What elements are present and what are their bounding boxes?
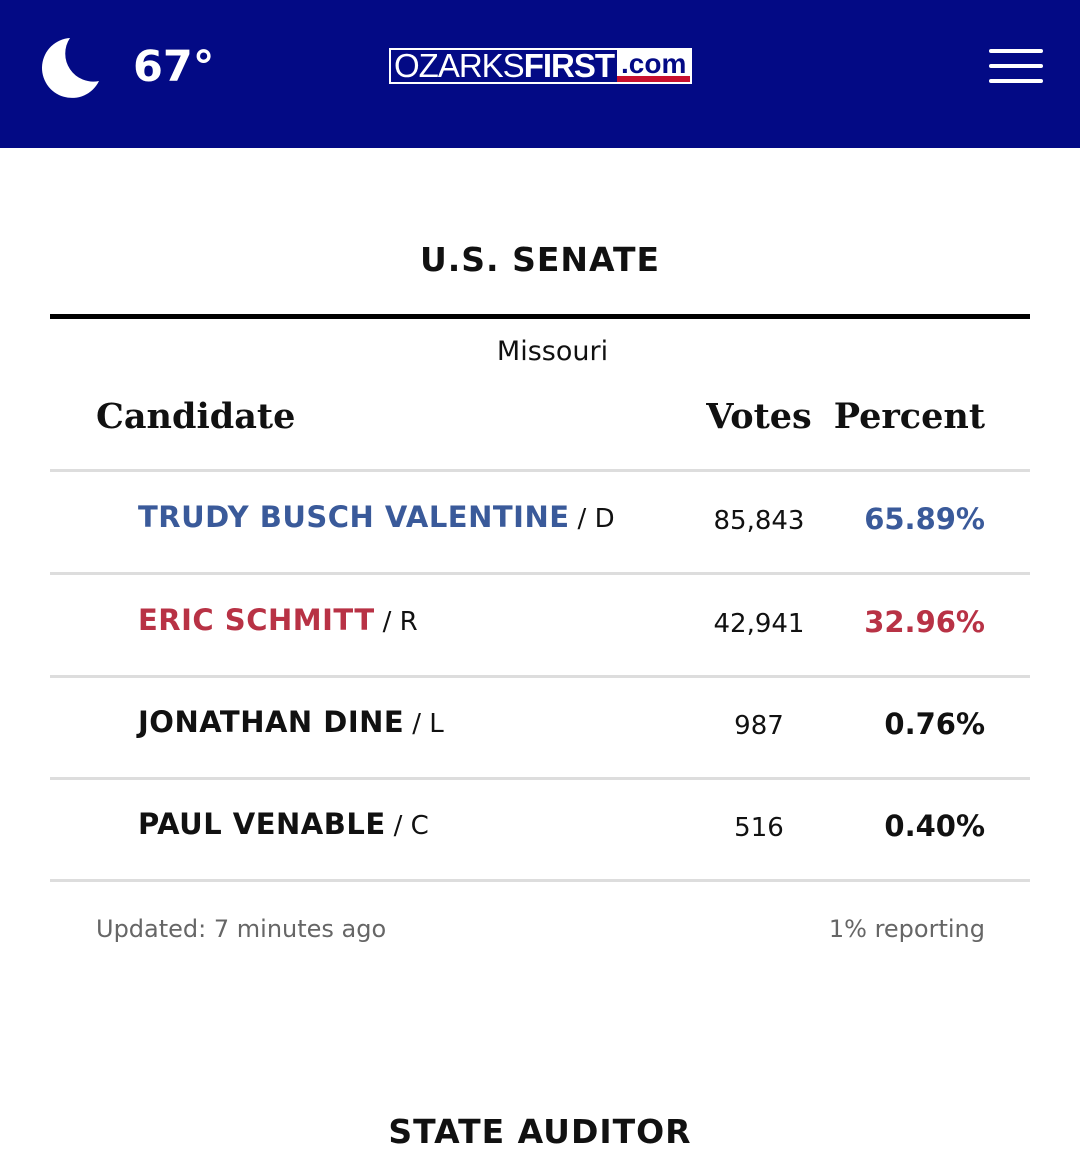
state-name: Missouri bbox=[496, 336, 609, 367]
candidate-cell bbox=[138, 603, 418, 637]
site-header bbox=[0, 0, 1080, 148]
weather-widget[interactable] bbox=[40, 34, 214, 100]
candidate-votes: 85,843 bbox=[713, 506, 805, 536]
candidate-name: ERIC SCHMITT bbox=[138, 603, 375, 637]
candidate-votes: 42,941 bbox=[713, 609, 805, 639]
column-header-votes: Votes bbox=[706, 396, 812, 437]
table-row bbox=[50, 677, 1030, 777]
race-title: U.S. SENATE bbox=[419, 240, 661, 279]
logo-brand-light: OZARKS bbox=[394, 47, 524, 84]
candidate-percent: 0.40% bbox=[884, 809, 985, 843]
column-header-candidate: Candidate bbox=[96, 396, 296, 437]
table-row bbox=[50, 779, 1030, 879]
candidate-votes: 516 bbox=[734, 813, 784, 843]
site-logo[interactable] bbox=[389, 48, 692, 84]
candidate-cell bbox=[138, 705, 444, 739]
logo-suffix: .com bbox=[617, 50, 690, 82]
temperature: 67° bbox=[133, 42, 215, 92]
candidate-cell bbox=[138, 500, 615, 534]
reporting-status: 1% reporting bbox=[828, 915, 985, 943]
menu-bar bbox=[989, 79, 1043, 83]
candidate-cell bbox=[138, 807, 429, 841]
candidate-percent: 65.89% bbox=[864, 502, 985, 536]
table-row bbox=[50, 472, 1030, 572]
menu-bar bbox=[989, 64, 1043, 68]
next-race-title: STATE AUDITOR bbox=[388, 1112, 692, 1151]
candidate-votes: 987 bbox=[734, 711, 784, 741]
candidate-party: / C bbox=[393, 811, 429, 841]
candidate-name: TRUDY BUSCH VALENTINE bbox=[138, 500, 570, 534]
candidate-name: PAUL VENABLE bbox=[138, 807, 386, 841]
column-header-percent: Percent bbox=[833, 396, 985, 437]
candidate-percent: 0.76% bbox=[884, 707, 985, 741]
table-row bbox=[50, 575, 1030, 675]
candidate-percent: 32.96% bbox=[864, 605, 985, 639]
updated-timestamp: Updated: 7 minutes ago bbox=[96, 915, 387, 943]
candidate-party: / D bbox=[577, 504, 615, 534]
hamburger-menu-icon[interactable] bbox=[989, 49, 1043, 85]
moon-icon bbox=[40, 36, 100, 98]
candidate-name: JONATHAN DINE bbox=[138, 705, 405, 739]
logo-brand-bold: FIRST bbox=[523, 47, 615, 84]
candidate-party: / R bbox=[382, 607, 418, 637]
menu-bar bbox=[989, 49, 1043, 53]
logo-brand bbox=[391, 47, 617, 84]
candidate-party: / L bbox=[412, 709, 444, 739]
title-divider bbox=[50, 314, 1030, 319]
row-divider bbox=[50, 879, 1030, 882]
